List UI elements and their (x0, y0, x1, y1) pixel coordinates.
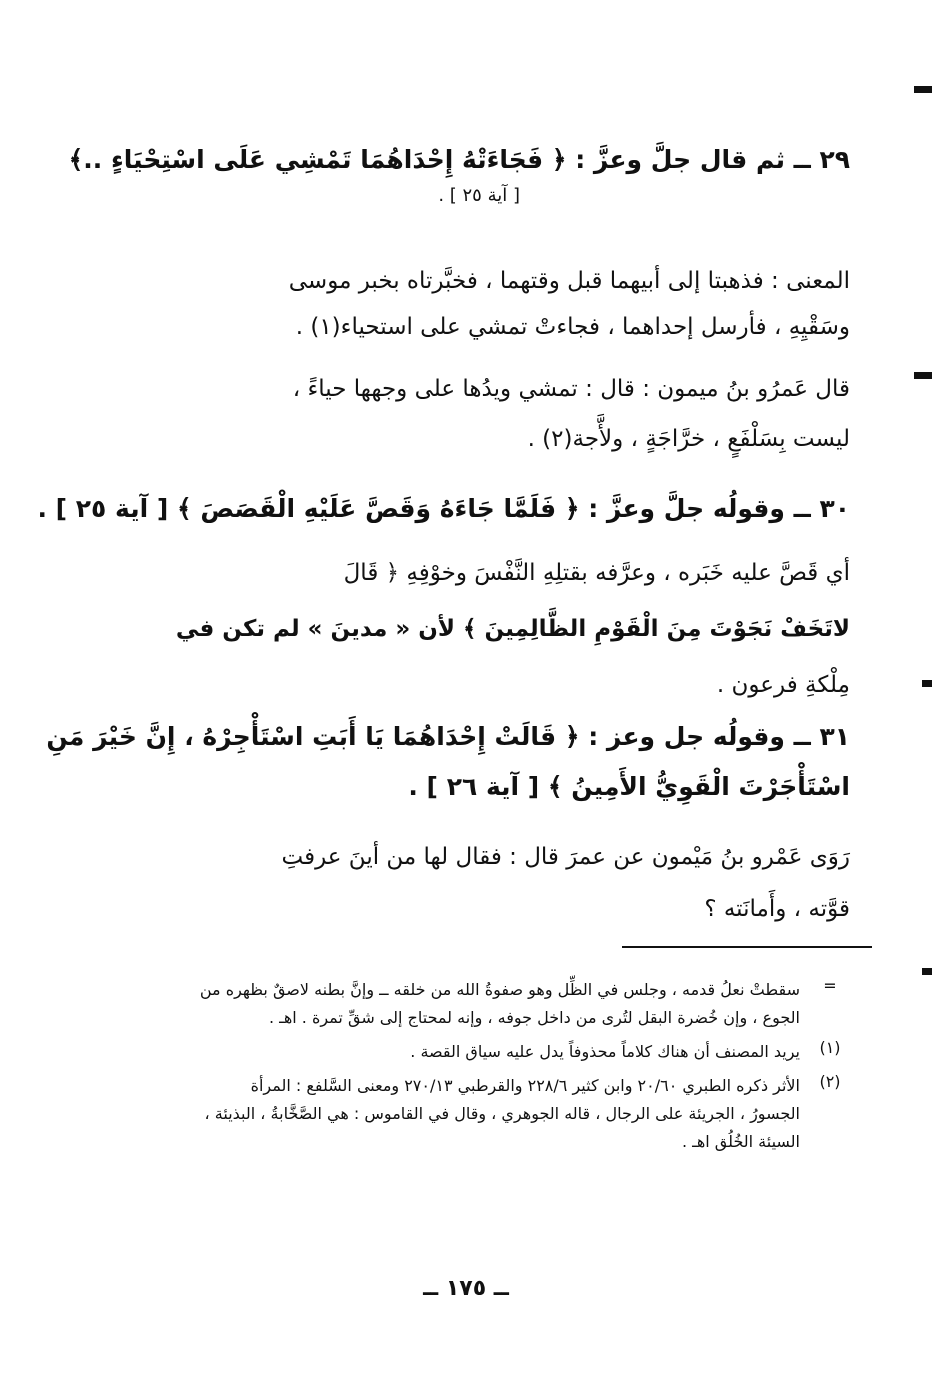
heading-line: ٣٠ ــ وقولُه جلَّ وعزَّ : ﴿ فَلَمَّا جَاءَهُ وَقَصَّ عَلَيْهِ الْقَصَصَ ﴾ [ آية ٢٥ ] . (37, 494, 850, 523)
narration-paragraph-31 (120, 842, 850, 946)
footnote-2 (90, 1072, 850, 1156)
paragraph-line: ليست بِسَلْفَعٍ ، خرَّاجَةٍ ، ولأَّجة(٢) . (527, 426, 850, 452)
commentary-paragraph-30 (120, 558, 850, 726)
footnotes (90, 976, 850, 1162)
margin-mark (914, 86, 932, 93)
heading-line: ٢٩ ــ ثم قال جلَّ وعزَّ : ﴿ فَجَاءَتْهُ إِحْدَاهُمَا تَمْشِي عَلَى اسْتِحْيَاءٍ ..﴾ (68, 145, 850, 174)
paragraph-line: لاتَخَفْ نَجَوْتَ مِنَ الْقَوْمِ الظَّالِمِينَ ﴾ لأن « مدينَ » لم تكن في (175, 616, 850, 642)
footnote-1 (90, 1038, 850, 1066)
margin-mark (922, 680, 932, 687)
footnote-divider (622, 946, 872, 948)
footnote-continued (90, 976, 850, 1032)
footnote-marker: = (823, 976, 837, 995)
paragraph-line: قوَّته ، وأَمانَته ؟ (704, 896, 850, 922)
footnote-line: يريد المصنف أن هناك كلاماً محذوفاً يدل عليه سياق القصة . (410, 1042, 800, 1061)
verse-heading-29 (68, 145, 850, 221)
heading-line: اسْتَأْجَرْتَ الْقَوِيُّ الأَمِينُ ﴾ [ آية ٢٦ ] . (408, 772, 850, 801)
page-number: ــ ١٧٥ ــ (423, 1276, 509, 1301)
margin-mark (922, 968, 932, 975)
footnote-line: سقطتْ نعلُ قدمه ، وجلس في الظِّل وهو صفوةُ الله من خلقه ــ وإنَّ بطنه لاصقٌ بظهره من (199, 980, 800, 999)
commentary-paragraph-29 (120, 266, 850, 358)
footnote-marker: (١) (819, 1038, 841, 1057)
paragraph-line: رَوَى عَمْرو بنُ مَيْمون عن عمرَ قال : فقال لها من أينَ عرفتِ (281, 844, 850, 870)
heading-line: ٣١ ــ وقولُه جل وعز : ﴿ قَالَتْ إِحْدَاهُمَا يَا أَبَتِ اسْتَأْجِرْهُ ، إِنَّ خَيْرَ مَنِ (46, 722, 850, 751)
footnote-line: السيئة الخُلُق اهـ . (681, 1132, 800, 1151)
footnote-marker: (٢) (819, 1072, 841, 1091)
footnote-line: الجوع ، وإن خُضرة البقل لتُرى من داخل جوفه ، وإنه لمحتاج إلى شقِّ تمرة . اهـ . (268, 1008, 800, 1027)
paragraph-line: مِلْكةِ فرعون . (716, 672, 850, 698)
paragraph-line: أي قَصَّ عليه خَبَره ، وعرَّفه بقتلِهِ النَّفْسَ وخوْفِهِ ﴿ قَالَ (343, 560, 850, 586)
narration-paragraph (120, 374, 850, 474)
paragraph-line: المعنى : فذهبتا إلى أبيهما قبل وقتهما ، فخبَّرتاه بخبر موسى (288, 268, 850, 294)
footnote-line: الجسورُ ، الجريئة على الرجال ، قاله الجوهري ، وقال في القاموس : هي الصَّخَّابةُ ، البذيئة ، (204, 1104, 800, 1123)
verse-reference: [ آية ٢٥ ] . (438, 185, 520, 206)
verse-heading-30 (37, 494, 850, 542)
paragraph-line: قال عَمرُو بنُ ميمون : قال : تمشي ويدُها على وجهها حياءً ، (292, 376, 850, 402)
verse-heading-31 (46, 722, 850, 822)
paragraph-line: وسَقْيِهِ ، فأرسل إحداهما ، فجاءتْ تمشي على استحياء(١) . (295, 314, 850, 340)
margin-mark (914, 372, 932, 379)
footnote-line: الأثر ذكره الطبري ٢٠/٦٠ وابن كثير ٢٢٨/٦ والقرطبي ٢٧٠/١٣ ومعنى السَّلفع : المرأة (250, 1076, 800, 1095)
